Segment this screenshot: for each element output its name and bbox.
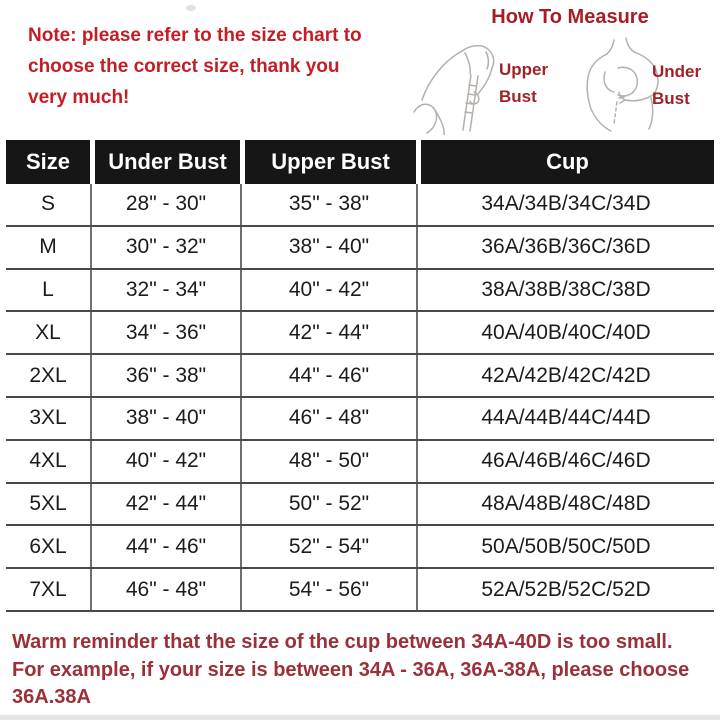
note-line: very much!	[28, 87, 130, 108]
upper-bust-cell: 50" - 52"	[240, 484, 416, 525]
upper-bust-cell: 42" - 44"	[240, 312, 416, 353]
cup-cell: 46A/46B/46C/46D	[416, 441, 714, 482]
col-header-cup: Cup	[416, 140, 714, 184]
warm-reminder-text	[12, 629, 714, 712]
under-bust-cell: 32" - 34"	[90, 270, 240, 311]
size-table-header	[6, 140, 714, 184]
upper-bust-cell: 40" - 42"	[240, 270, 416, 311]
size-table	[6, 140, 714, 612]
cup-cell: 36A/36B/36C/36D	[416, 227, 714, 268]
cup-cell: 44A/44B/44C/44D	[416, 398, 714, 439]
upper-bust-cell: 38" - 40"	[240, 227, 416, 268]
cup-cell: 42A/42B/42C/42D	[416, 355, 714, 396]
cup-cell: 52A/52B/52C/52D	[416, 569, 714, 610]
reminder-line: 36A.38A	[12, 686, 91, 708]
table-row	[6, 569, 714, 612]
smudge-artifact	[186, 5, 196, 11]
upper-bust-cell: 44" - 46"	[240, 355, 416, 396]
col-header-under-bust: Under Bust	[90, 140, 240, 184]
upper-bust-cell: 52" - 54"	[240, 526, 416, 567]
col-header-upper-bust: Upper Bust	[240, 140, 416, 184]
upper-bust-cell: 54" - 56"	[240, 569, 416, 610]
size-cell: S	[40, 192, 55, 216]
size-cell: 3XL	[29, 406, 67, 430]
cup-cell: 50A/50B/50C/50D	[416, 526, 714, 567]
col-header-size: Size	[6, 140, 90, 184]
under-bust-cell: 40" - 42"	[90, 441, 240, 482]
how-to-measure-title: How To Measure	[491, 6, 649, 28]
upper-bust-label: Upper Bust	[499, 60, 549, 106]
cup-cell: 34A/34B/34C/34D	[416, 184, 714, 225]
cup-cell: 40A/40B/40C/40D	[416, 312, 714, 353]
note-line: Note: please refer to the size chart to	[28, 25, 362, 46]
under-bust-cell: 30" - 32"	[90, 227, 240, 268]
upper-bust-cell: 48" - 50"	[240, 441, 416, 482]
upper-bust-cell: 35" - 38"	[240, 184, 416, 225]
under-bust-cell: 44" - 46"	[90, 526, 240, 567]
note-text	[28, 20, 448, 113]
under-bust-label: Under Bust	[652, 62, 702, 108]
upper-bust-cell: 46" - 48"	[240, 398, 416, 439]
size-cell: 5XL	[29, 491, 67, 515]
under-bust-cell: 28" - 30"	[90, 184, 240, 225]
under-bust-cell: 34" - 36"	[90, 312, 240, 353]
table-row	[6, 184, 714, 227]
under-bust-cell: 46" - 48"	[90, 569, 240, 610]
table-row	[6, 484, 714, 527]
cup-cell: 48A/48B/48C/48D	[416, 484, 714, 525]
size-cell: 2XL	[29, 363, 67, 387]
table-row	[6, 526, 714, 569]
size-cell: 7XL	[29, 577, 67, 601]
size-cell: L	[42, 277, 54, 301]
size-cell: XL	[35, 320, 61, 344]
cup-cell: 38A/38B/38C/38D	[416, 270, 714, 311]
table-row	[6, 355, 714, 398]
table-row	[6, 227, 714, 270]
reminder-line: Warm reminder that the size of the cup between 34A-40D is too small.	[12, 631, 673, 653]
size-cell: 6XL	[29, 534, 67, 558]
bottom-edge-band	[0, 715, 720, 720]
table-row	[6, 312, 714, 355]
under-bust-cell: 38" - 40"	[90, 398, 240, 439]
table-row	[6, 398, 714, 441]
under-bust-cell: 36" - 38"	[90, 355, 240, 396]
table-row	[6, 441, 714, 484]
note-line: choose the correct size, thank you	[28, 56, 340, 77]
under-bust-cell: 42" - 44"	[90, 484, 240, 525]
reminder-line: For example, if your size is between 34A - 36A, 36A-38A, please choose	[12, 658, 690, 681]
table-row	[6, 270, 714, 313]
size-cell: 4XL	[29, 449, 67, 473]
size-cell: M	[39, 235, 57, 259]
upper-bust-measure-figure-icon	[412, 40, 512, 135]
